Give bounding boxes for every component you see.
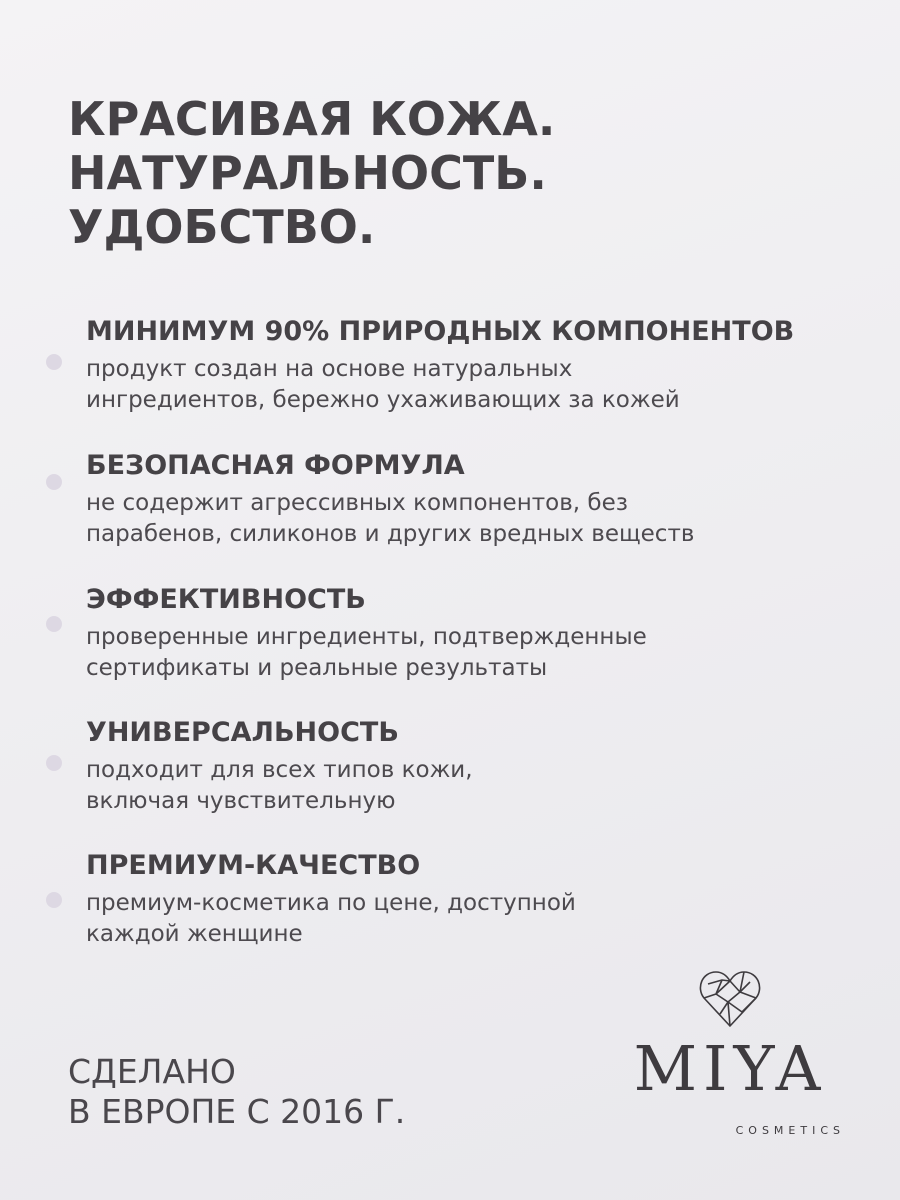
- feature-description: [86, 755, 866, 817]
- feature-title: БЕЗОПАСНАЯ ФОРМУЛА: [86, 450, 465, 481]
- feature-description: [86, 354, 866, 416]
- made-in-europe-note: [68, 1052, 405, 1132]
- bullet-icon: [46, 616, 62, 632]
- feature-title: МИНИМУМ 90% ПРИРОДНЫХ КОМПОНЕНТОВ: [86, 316, 795, 347]
- headline-line-3: УДОБСТВО.: [68, 200, 376, 254]
- feature-description: [86, 622, 866, 684]
- headline-line-1: КРАСИВАЯ КОЖА.: [68, 92, 556, 146]
- page-headline: [68, 92, 555, 254]
- feature-description-line: каждой женщине: [86, 921, 303, 947]
- bullet-icon: [46, 755, 62, 771]
- feature-description-line: включая чувствительную: [86, 788, 396, 814]
- bullet-icon: [46, 474, 62, 490]
- made-in-line-1: СДЕЛАНО: [68, 1052, 236, 1091]
- feature-description-line: премиум-косметика по цене, доступной: [86, 890, 576, 916]
- feature-title: ЭФФЕКТИВНОСТЬ: [86, 584, 366, 615]
- made-in-line-2: В ЕВРОПЕ С 2016 Г.: [68, 1092, 406, 1131]
- feature-title: УНИВЕРСАЛЬНОСТЬ: [86, 717, 399, 748]
- faceted-heart-icon: [698, 966, 762, 1030]
- feature-description-line: ингредиентов, бережно ухаживающих за кожей: [86, 387, 680, 413]
- feature-title: ПРЕМИУМ-КАЧЕСТВО: [86, 850, 421, 881]
- brand-logo: [615, 966, 845, 1146]
- headline-line-2: НАТУРАЛЬНОСТЬ.: [68, 146, 547, 200]
- feature-description: [86, 888, 866, 950]
- feature-description-line: проверенные ингредиенты, подтвержденные: [86, 624, 647, 650]
- feature-description: [86, 488, 866, 550]
- bullet-icon: [46, 354, 62, 370]
- logo-subtitle: COSMETICS: [735, 1124, 845, 1137]
- logo-wordmark: MIYA: [633, 1032, 827, 1105]
- bullet-icon: [46, 892, 62, 908]
- feature-description-line: продукт создан на основе натуральных: [86, 356, 573, 382]
- feature-description-line: парабенов, силиконов и других вредных веществ: [86, 521, 695, 547]
- feature-description-line: не содержит агрессивных компонентов, без: [86, 490, 628, 516]
- feature-description-line: подходит для всех типов кожи,: [86, 757, 473, 783]
- feature-description-line: сертификаты и реальные результаты: [86, 655, 548, 681]
